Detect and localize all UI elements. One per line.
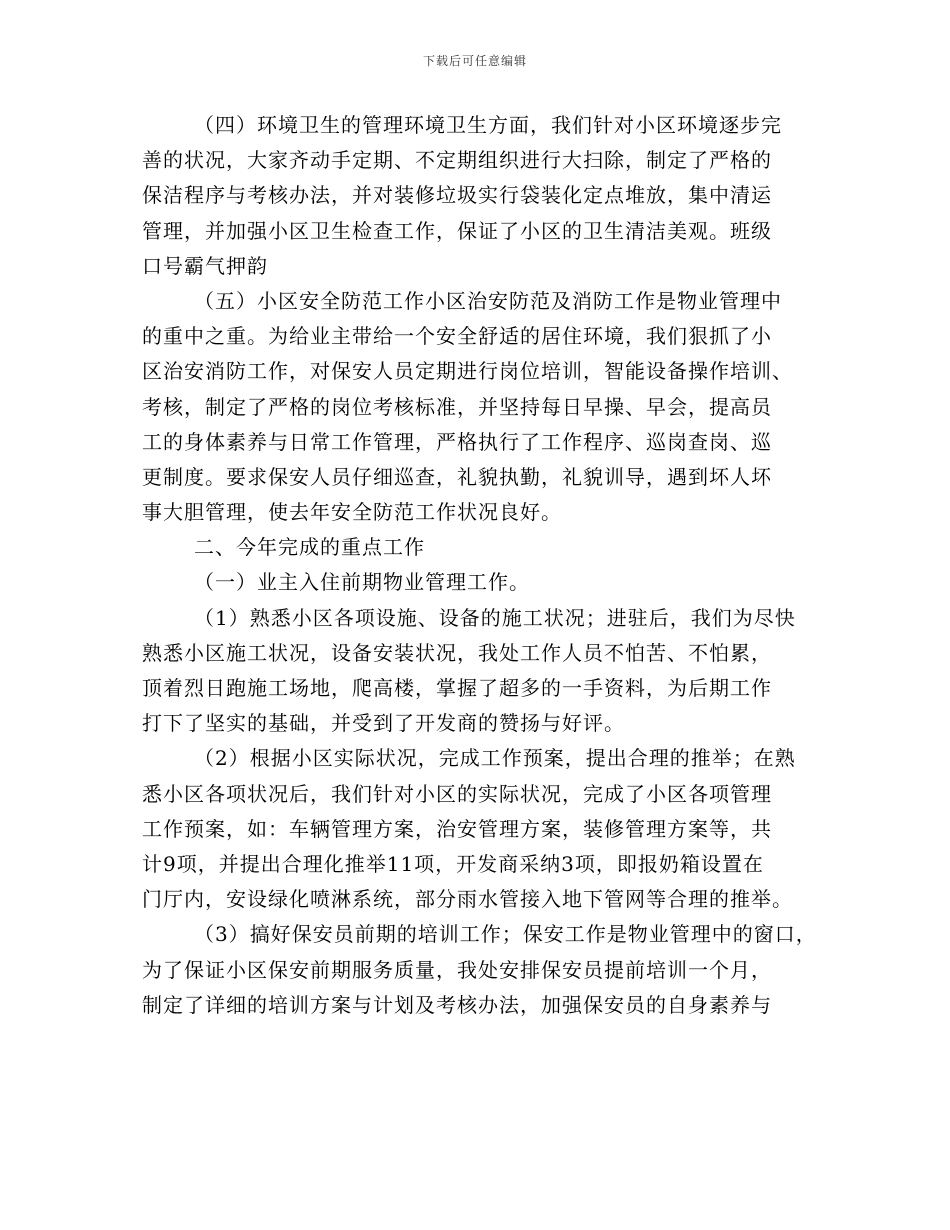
- text-line: 门厅内，安设绿化喷淋系统，部分雨水管接入地下管网等合理的推举。: [142, 887, 793, 912]
- text-line: 工的身体素养与日常工作管理，严格执行了工作程序、巡岗查岗、巡: [142, 429, 772, 454]
- text-line: 熟悉小区施工状况，设备安装状况，我处工作人员不怕苦、不怕累，: [142, 640, 772, 665]
- text-line: 事大胆管理，使去年安全防范工作状况良好。: [142, 500, 562, 525]
- text-line: 更制度。要求保安人员仔细巡查，礼貌执勤，礼貌训导，遇到坏人坏: [142, 464, 772, 489]
- text-line: 工作预案，如：车辆管理方案，治安管理方案，装修管理方案等，共: [142, 816, 772, 841]
- text-line: 区治安消防工作，对保安人员定期进行岗位培训，智能设备操作培训、: [142, 359, 793, 384]
- text-line: （1）熟悉小区各项设施、设备的施工状况；进驻后，我们为尽快: [194, 605, 796, 630]
- text-line: 打下了坚实的基础，并受到了开发商的赞扬与好评。: [142, 711, 625, 736]
- text-line: 计9项，并提出合理化推举11项，开发商采纳3项，即报奶箱设置在: [142, 851, 764, 876]
- text-line: （2）根据小区实际状况，完成工作预案，提出合理的推举；在熟: [194, 746, 796, 771]
- text-line: 管理，并加强小区卫生检查工作，保证了小区的卫生清洁美观。班级: [142, 218, 772, 243]
- text-line: 善的状况，大家齐动手定期、不定期组织进行大扫除，制定了严格的: [142, 148, 772, 173]
- text-line: （四）环境卫生的管理环境卫生方面，我们针对小区环境逐步完: [194, 113, 782, 137]
- text-line: 考核，制定了严格的岗位考核标准，并坚持每日早操、早会，提高员: [142, 394, 772, 419]
- text-line: （3）搞好保安员前期的培训工作；保安工作是物业管理中的窗口，: [194, 922, 817, 947]
- text-line: 顶着烈日跑施工场地，爬高楼，掌握了超多的一手资料，为后期工作: [142, 676, 772, 700]
- text-line: （五）小区安全防范工作小区治安防范及消防工作是物业管理中: [194, 288, 782, 313]
- page-header: 下载后可任意编辑: [422, 54, 527, 68]
- text-line: （一）业主入住前期物业管理工作。: [194, 570, 530, 595]
- text-line: 二、今年完成的重点工作: [194, 535, 425, 560]
- text-line: 的重中之重。为给业主带给一个安全舒适的居住环境，我们狠抓了小: [142, 324, 772, 349]
- text-line: 口号霸气押韵: [142, 253, 268, 278]
- text-line: 悉小区各项状况后，我们针对小区的实际状况，完成了小区各项管理: [142, 781, 772, 806]
- document-body: [142, 108, 822, 1023]
- text-line: 制定了详细的培训方案与计划及考核办法，加强保安员的自身素养与: [142, 992, 772, 1017]
- text-line: 为了保证小区保安前期服务质量，我处安排保安员提前培训一个月，: [142, 957, 772, 982]
- text-line: 保洁程序与考核办法，并对装修垃圾实行袋装化定点堆放，集中清运: [142, 183, 772, 208]
